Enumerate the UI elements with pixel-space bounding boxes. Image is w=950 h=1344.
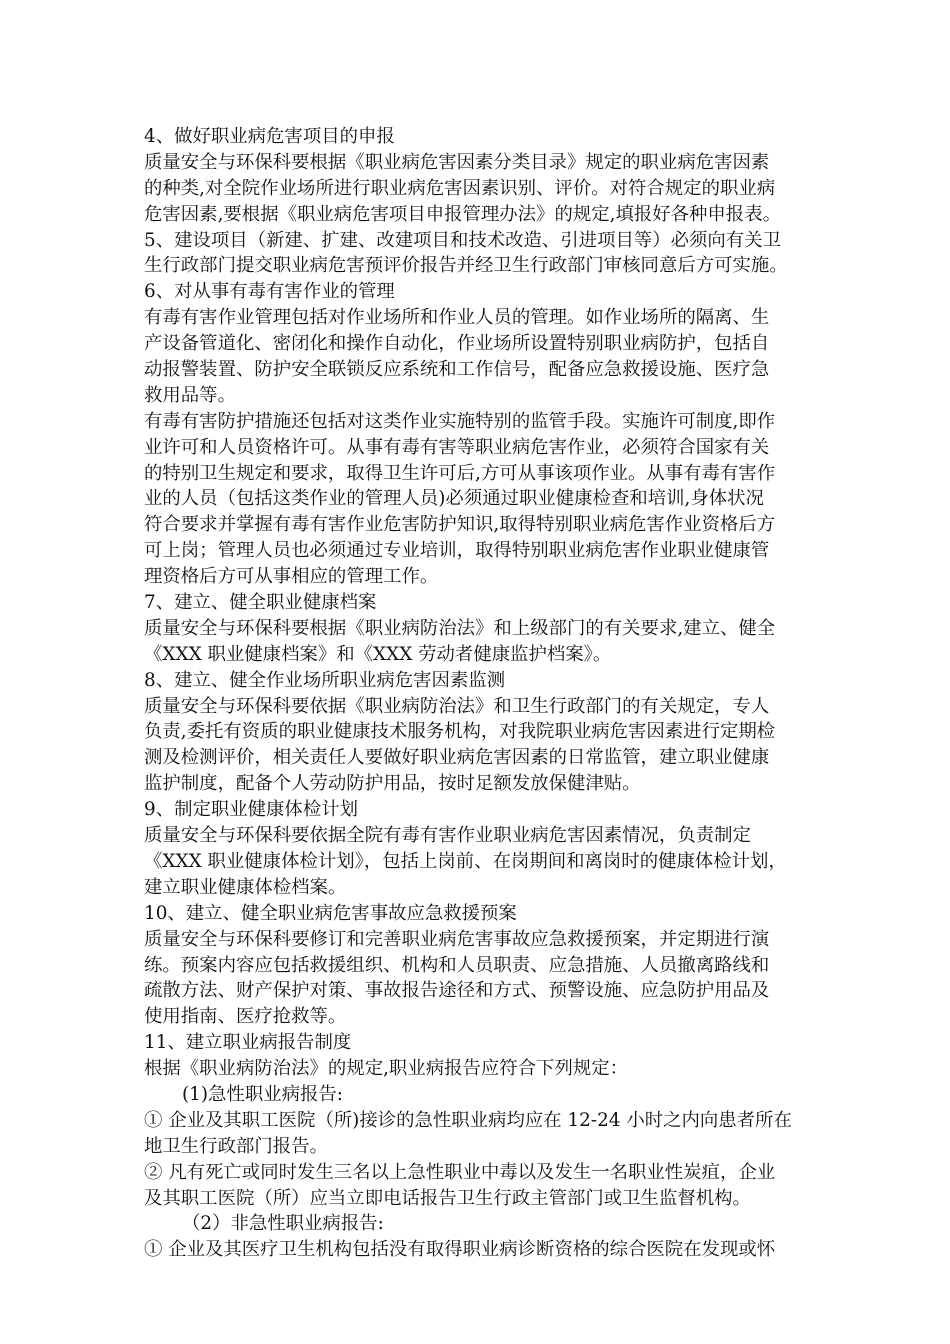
text-line: ① 企业及其医疗卫生机构包括没有取得职业病诊断资格的综合医院在发现或怀 <box>144 1239 776 1261</box>
text-line: 7、建立、健全职业健康档案 <box>144 592 377 614</box>
text-line: 业许可和人员资格许可。从事有毒有害等职业病危害作业，必须符合国家有关 <box>144 436 770 458</box>
text-line: 质量安全与环保科要根据《职业病危害因素分类目录》规定的职业病危害因素 <box>144 151 770 173</box>
text-line: 建立职业健康体检档案。 <box>144 876 347 898</box>
text-line: 10、建立、健全职业病危害事故应急救援预案 <box>144 902 517 924</box>
text-line: 疏散方法、财产保护对策、事故报告途径和方式、预警设施、应急防护用品及 <box>144 980 770 1002</box>
text-line: 5、建设项目（新建、扩建、改建项目和技术改造、引进项目等）必须向有关卫 <box>144 229 781 251</box>
text-line: 的特别卫生规定和要求，取得卫生许可后,方可从事该项作业。从事有毒有害作 <box>144 462 776 484</box>
text-line: 有毒有害作业管理包括对作业场所和作业人员的管理。如作业场所的隔离、生 <box>144 307 770 329</box>
text-line: 使用指南、医疗抢救等。 <box>144 1006 347 1028</box>
text-line: 根据《职业病防治法》的规定,职业病报告应符合下列规定： <box>144 1058 629 1080</box>
text-line: 《XXX 职业健康档案》和《XXX 劳动者健康监护档案》。 <box>144 643 612 665</box>
text-line: 4、做好职业病危害项目的申报 <box>144 126 395 147</box>
text-line: （2）非急性职业病报告: <box>182 1213 384 1235</box>
text-line: 负责,委托有资质的职业健康技术服务机构，对我院职业病危害因素进行定期检 <box>144 721 776 743</box>
text-line: 质量安全与环保科要依据《职业病防治法》和卫生行政部门的有关规定，专人 <box>144 695 770 717</box>
text-line: 产设备管道化、密闭化和操作自动化，作业场所设置特别职业病防护，包括自 <box>144 333 770 355</box>
text-line: 可上岗；管理人员也必须通过专业培训，取得特别职业病危害作业职业健康管 <box>144 540 770 562</box>
text-line: 6、对从事有毒有害作业的管理 <box>144 281 395 303</box>
text-line: 《XXX 职业健康体检计划》，包括上岗前、在岗期间和离岗时的健康体检计划， <box>144 850 787 872</box>
text-line: 质量安全与环保科要修订和完善职业病危害事故应急救援预案，并定期进行演 <box>144 928 770 950</box>
text-line: 动报警装置、防护安全联锁反应系统和工作信号，配备应急救援设施、医疗急 <box>144 359 770 381</box>
text-line: 及其职工医院（所）应当立即电话报告卫生行政主管部门或卫生监督机构。 <box>144 1187 751 1209</box>
text-line: 理资格后方可从事相应的管理工作。 <box>144 566 439 588</box>
text-line: 9、制定职业健康体检计划 <box>144 799 358 821</box>
text-line: 监护制度，配备个人劳动防护用品，按时足额发放保健津贴。 <box>144 773 641 795</box>
text-line: 救用品等。 <box>144 384 236 406</box>
text-line: (1)急性职业病报告: <box>182 1083 343 1105</box>
text-line: 的种类,对全院作业场所进行职业病危害因素识别、评价。对符合规定的职业病 <box>144 177 776 199</box>
text-line: 业的人员（包括这类作业的管理人员)必须通过职业健康检查和培训,身体状况 <box>144 488 764 510</box>
text-line: 生行政部门提交职业病危害预评价报告并经卫生行政部门审核同意后方可实施。 <box>144 255 788 277</box>
text-line: 质量安全与环保科要根据《职业病防治法》和上级部门的有关要求,建立、健全 <box>144 617 776 639</box>
text-line: 测及检测评价，相关责任人要做好职业病危害因素的日常监管，建立职业健康 <box>144 747 770 769</box>
text-line: 符合要求并掌握有毒有害作业危害防护知识,取得特别职业病危害作业资格后方 <box>144 514 776 536</box>
text-line: ① 企业及其职工医院（所)接诊的急性职业病均应在 12-24 小时之内向患者所在 <box>144 1109 792 1131</box>
text-line: 有毒有害防护措施还包括对这类作业实施特别的监管手段。实施许可制度,即作 <box>144 410 776 432</box>
text-line: 质量安全与环保科要依据全院有毒有害作业职业病危害因素情况，负责制定 <box>144 825 751 847</box>
text-line: 11、建立职业病报告制度 <box>144 1032 352 1054</box>
document-page <box>144 124 844 1263</box>
text-line: 地卫生行政部门报告。 <box>144 1135 328 1157</box>
text-line: 8、建立、健全作业场所职业病危害因素监测 <box>144 669 506 691</box>
text-line: 危害因素,要根据《职业病危害项目申报管理办法》的规定,填报好各种申报表。 <box>144 203 781 225</box>
text-line: 练。预案内容应包括救援组织、机构和人员职责、应急措施、人员撤离路线和 <box>144 954 770 976</box>
text-line: ② 凡有死亡或同时发生三名以上急性职业中毒以及发生一名职业性炭疽，企业 <box>144 1161 776 1183</box>
